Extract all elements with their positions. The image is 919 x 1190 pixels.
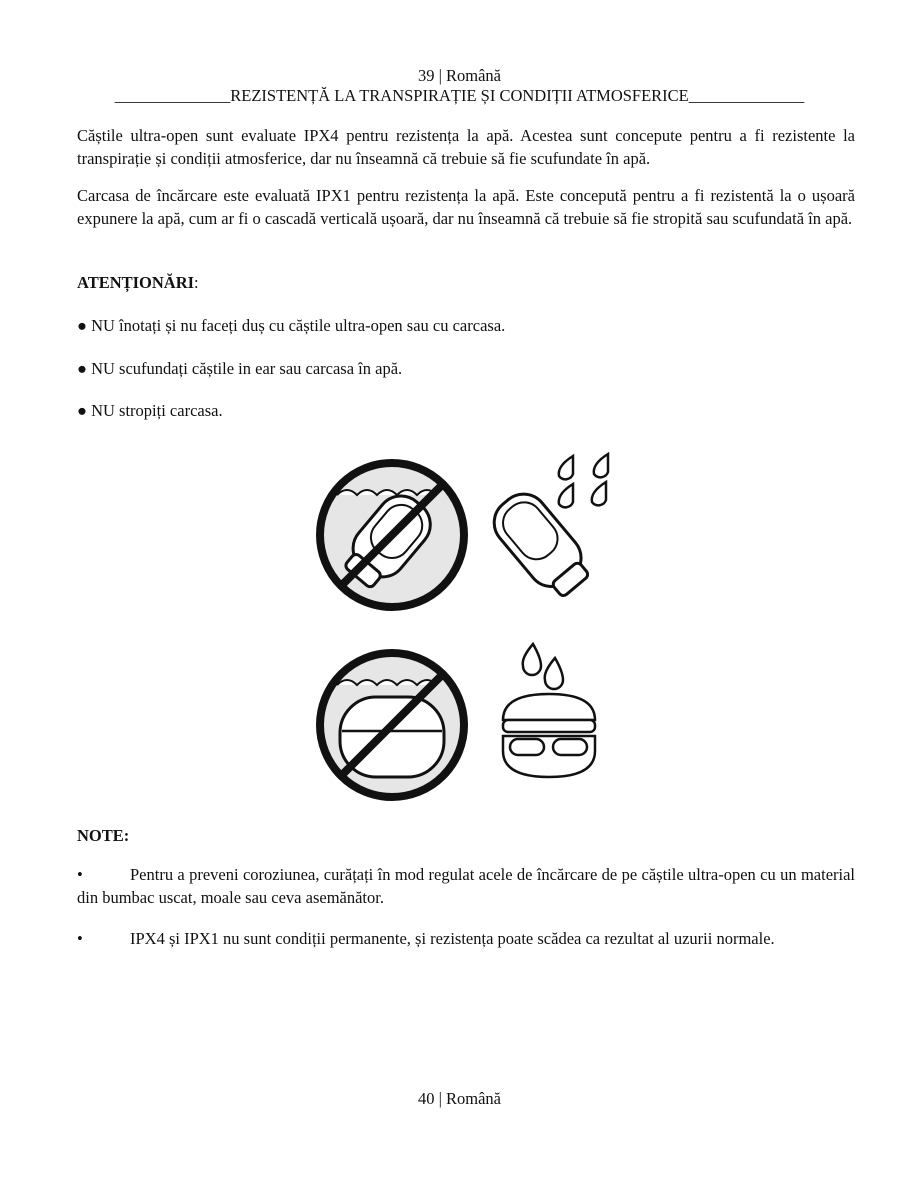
- warnings-heading-colon: :: [194, 273, 199, 292]
- page-number-top: 39 | Română: [417, 66, 502, 85]
- no-submerge-case-icon: [312, 645, 472, 805]
- note-item: [77, 927, 855, 950]
- paragraph-earbuds-rating: Căștile ultra-open sunt evaluate IPX4 pentru rezistența la apă. Acestea sunt concepute pentru a fi rezistente la transpirație și condiții atmosferice, dar nu înseamnă că trebuie să fie scufundate în apă.: [77, 126, 855, 168]
- paragraph-case-rating: Carcasa de încărcare este evaluată IPX1 pentru rezistența la apă. Este concepută pentru a fi rezistentă la o ușoară expunere la apă, cum ar fi o cascadă verticală ușoară, dar nu înseamnă că trebuie să fie stropită sau scufundată în apă.: [77, 186, 855, 228]
- warnings-heading-text: ATENȚIONĂRI: [77, 273, 195, 292]
- note-bullet: •: [77, 929, 83, 948]
- note-item: [77, 863, 855, 909]
- warning-item: ● NU scufundați căștile in ear sau carcasa în apă.: [77, 359, 403, 378]
- warnings-heading: [77, 271, 855, 294]
- note-text: IPX4 și IPX1 nu sunt condiții permanente, și rezistența poate scădea ca rezultat al uzurii normale.: [130, 929, 775, 948]
- note-text: Pentru a preveni coroziunea, curățați în mod regulat acele de încărcare de pe căștile ultra-open cu un material din bumbac uscat, moale sau ceva asemănător.: [77, 865, 855, 907]
- warning-item: ● NU înotați și nu faceți duș cu căștile ultra-open sau cu carcasa.: [77, 316, 506, 335]
- note-bullet: •: [77, 865, 83, 884]
- earbud-splash-ok-icon: [488, 450, 628, 610]
- page-number-bottom: 40 | Română: [417, 1089, 502, 1108]
- title-rule-left: ______________: [114, 86, 231, 105]
- section-title: REZISTENȚĂ LA TRANSPIRAȚIE ȘI CONDIȚII ATMOSFERICE: [230, 86, 689, 105]
- no-submerge-earbud-icon: [312, 455, 472, 615]
- title-rule-right: ______________: [688, 86, 805, 105]
- case-drips-ok-icon: [495, 640, 605, 785]
- notes-heading: NOTE:: [77, 826, 130, 845]
- warning-item: ● NU stropiți carcasa.: [77, 401, 223, 420]
- section-title-line: [0, 86, 919, 106]
